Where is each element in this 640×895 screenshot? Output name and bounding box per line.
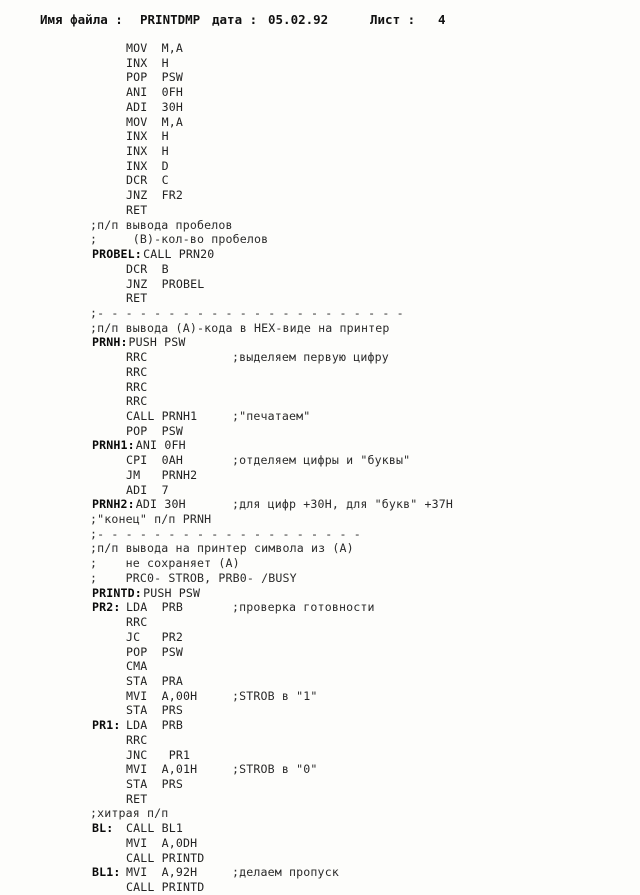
line-instruction: POP PSW — [126, 70, 184, 85]
code-line — [0, 114, 640, 130]
line-instruction: CALL PRNH1 — [126, 409, 198, 423]
line-instruction: MVI A,01H — [126, 762, 198, 777]
line-label: PROBEL: — [92, 247, 142, 262]
line-instruction: JNZ FR2 — [126, 188, 184, 203]
code-line — [0, 261, 640, 277]
line-instruction: STA PRS — [126, 703, 184, 718]
line-instruction: JC PR2 — [126, 629, 184, 644]
code-line — [0, 511, 640, 527]
code-line — [0, 143, 640, 159]
line-instruction: CPI 0AH — [126, 453, 184, 468]
line-comment: ;п/п вывода (A)-кода в HEX-виде на принтер — [90, 320, 390, 335]
code-line — [0, 246, 640, 262]
code-line — [0, 688, 640, 704]
code-line — [0, 40, 640, 56]
code-line — [0, 379, 640, 395]
line-comment: ;- - - - - - - - - - - - - - - - - - - - - - — [90, 305, 404, 320]
code-line — [0, 408, 640, 424]
code-line — [0, 482, 640, 498]
line-instruction: CALL BL1 — [126, 821, 184, 836]
line-label: PR1: — [92, 718, 121, 733]
code-line — [0, 805, 640, 821]
line-instruction: ANI 0FH — [126, 85, 184, 100]
line-instruction: INX D — [126, 158, 169, 173]
code-line — [0, 187, 640, 203]
code-line — [0, 496, 640, 512]
line-comment: ;п/п вывода на принтер символа из (A) — [90, 541, 354, 556]
line-comment: ; PRC0- STROB, PRB0- /BUSY — [90, 570, 297, 585]
line-instruction: INX H — [126, 55, 169, 70]
line-label: PRINTD: — [92, 585, 142, 600]
code-line — [0, 820, 640, 836]
code-line — [0, 467, 640, 483]
code-line — [0, 231, 640, 247]
line-comment: ;выделяем первую цифру — [232, 350, 389, 365]
code-line — [0, 128, 640, 144]
code-line — [0, 364, 640, 380]
filename-value: PRINTDMP — [140, 12, 201, 27]
line-instruction: CALL PRINTD — [126, 880, 205, 895]
code-line — [0, 526, 640, 542]
line-instruction: RET — [126, 791, 148, 806]
line-instruction: DCR C — [126, 173, 169, 188]
line-label: BL1: — [92, 865, 121, 880]
line-comment: ;STROB в "1" — [232, 688, 318, 703]
code-line — [0, 747, 640, 763]
line-comment: ; (B)-кол-во пробелов — [90, 232, 269, 247]
page-header — [40, 12, 620, 32]
line-label: PRNH2: — [92, 497, 135, 512]
line-instruction: PUSH PSW — [143, 585, 201, 600]
line-instruction: LDA PRB — [126, 718, 184, 733]
code-line — [0, 717, 640, 733]
line-comment: ;проверка готовности — [232, 600, 375, 615]
code-line — [0, 290, 640, 306]
code-line — [0, 55, 640, 71]
line-instruction: RRC — [126, 364, 148, 379]
date-value: 05.02.92 — [268, 12, 329, 27]
code-line — [0, 879, 640, 895]
line-label: BL: — [92, 821, 114, 836]
line-instruction: ADI 30H — [135, 497, 186, 512]
code-line — [0, 158, 640, 174]
line-comment: ;хитрая п/п — [90, 806, 169, 821]
code-line — [0, 673, 640, 689]
line-instruction: PUSH PSW — [128, 335, 186, 350]
line-instruction: RET — [126, 202, 148, 217]
code-line — [0, 540, 640, 556]
line-comment: ;"печатаем" — [232, 409, 311, 423]
line-label: PR2: — [92, 600, 121, 615]
code-line — [0, 349, 640, 365]
line-instruction: INX H — [126, 129, 169, 144]
line-instruction: STA PRS — [126, 777, 184, 791]
code-line — [0, 732, 640, 748]
code-line — [0, 437, 640, 453]
sheet-label: Лист : — [370, 12, 416, 27]
code-line — [0, 555, 640, 571]
line-instruction: RRC — [126, 350, 148, 365]
code-listing — [0, 40, 640, 895]
line-comment: ;отделяем цифры и "буквы" — [232, 453, 411, 468]
line-instruction: MOV M,A — [126, 41, 184, 55]
code-line — [0, 629, 640, 645]
code-line — [0, 393, 640, 409]
line-label: PRNH1: — [92, 438, 135, 453]
code-line — [0, 172, 640, 188]
date-label: дата : — [212, 12, 258, 27]
code-line — [0, 320, 640, 336]
code-line — [0, 776, 640, 792]
code-line — [0, 202, 640, 218]
line-instruction: DCR B — [126, 261, 169, 276]
sheet-value: 4 — [438, 12, 446, 27]
line-instruction: JNC PR1 — [126, 747, 191, 762]
line-comment: ;для цифр +30H, для "букв" +37H — [232, 497, 454, 512]
filename-label: Имя файла : — [40, 12, 123, 27]
line-instruction: POP PSW — [126, 644, 184, 659]
line-label: PRNH: — [92, 335, 128, 350]
code-line — [0, 69, 640, 85]
code-line — [0, 452, 640, 468]
line-instruction: MVI A,0DH — [126, 835, 198, 850]
line-instruction: RRC — [126, 732, 148, 747]
code-line — [0, 644, 640, 660]
line-instruction: POP PSW — [126, 423, 184, 438]
code-line — [0, 835, 640, 851]
line-comment: ;делаем пропуск — [232, 865, 339, 880]
line-comment: ;STROB в "0" — [232, 762, 318, 777]
line-instruction: INX H — [126, 144, 169, 159]
line-instruction: ADI 30H — [126, 99, 184, 114]
line-instruction: JNZ PROBEL — [126, 276, 205, 291]
code-line — [0, 850, 640, 866]
line-instruction: RRC — [126, 615, 148, 630]
code-line — [0, 599, 640, 615]
line-instruction: STA PRA — [126, 673, 184, 688]
code-line — [0, 702, 640, 718]
code-line — [0, 570, 640, 586]
line-comment: ; не сохраняет (A) — [90, 556, 240, 571]
code-line — [0, 334, 640, 350]
code-line — [0, 84, 640, 100]
code-line — [0, 864, 640, 880]
code-line — [0, 423, 640, 439]
line-instruction: CALL PRINTD — [126, 850, 205, 865]
code-line — [0, 614, 640, 630]
code-line — [0, 585, 640, 601]
line-instruction: CALL PRN20 — [143, 247, 215, 262]
line-instruction: MVI A,00H — [126, 688, 198, 703]
line-comment: ;п/п вывода пробелов — [90, 217, 233, 232]
line-comment: ;"конец" п/п PRNH — [90, 512, 212, 527]
code-line — [0, 791, 640, 807]
line-instruction: RET — [126, 291, 148, 306]
line-comment: ;- - - - - - - - - - - - - - - - - - - — [90, 526, 361, 541]
code-line — [0, 276, 640, 292]
line-instruction: CMA — [126, 659, 148, 674]
line-instruction: RRC — [126, 394, 148, 409]
line-instruction: JM PRNH2 — [126, 467, 198, 482]
line-instruction: LDA PRB — [126, 600, 184, 615]
line-instruction: MOV M,A — [126, 114, 184, 129]
code-line — [0, 761, 640, 777]
line-instruction: RRC — [126, 379, 148, 394]
code-line — [0, 99, 640, 115]
line-instruction: ADI 7 — [126, 482, 169, 497]
line-instruction: ANI 0FH — [135, 438, 186, 453]
code-line — [0, 658, 640, 674]
code-line — [0, 217, 640, 233]
line-instruction: MVI A,92H — [126, 865, 198, 880]
code-line — [0, 305, 640, 321]
